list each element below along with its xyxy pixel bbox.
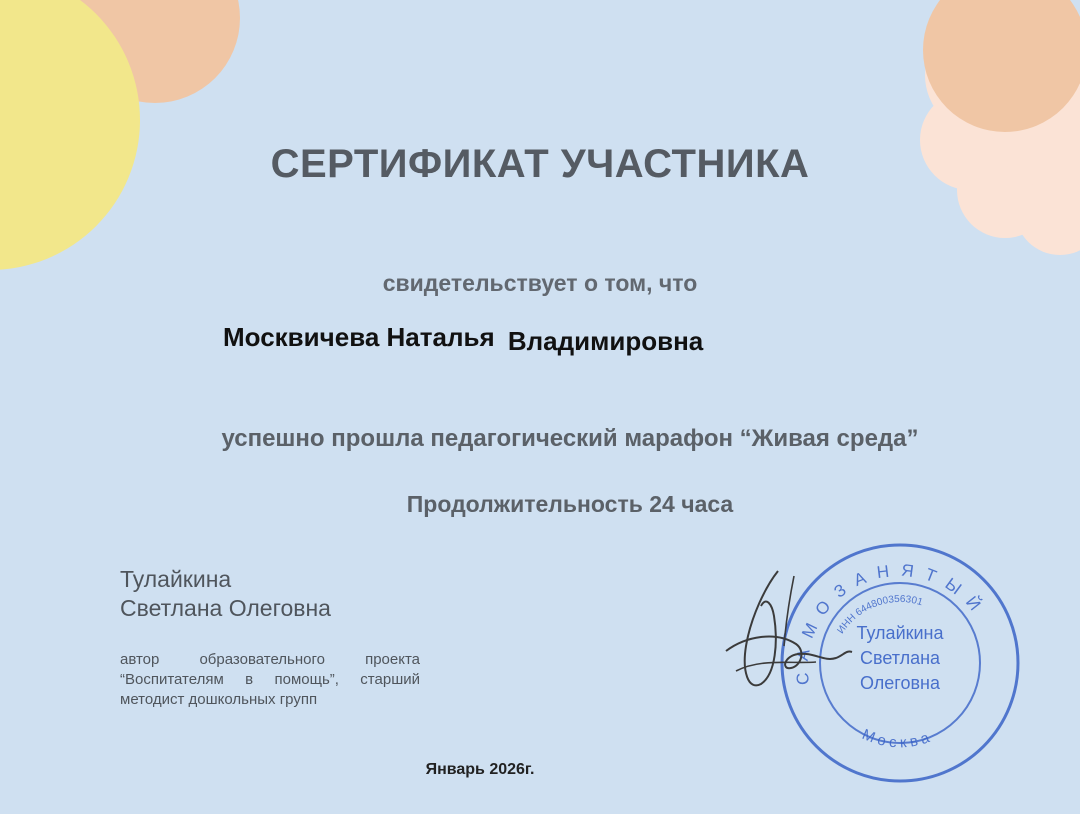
recipient-patronymic: Владимировна [507, 326, 704, 356]
witness-text: свидетельствует о том, что [382, 270, 698, 296]
signer-role: автор образовательного проекта “Воспитателям в помощь”, старший методист дошкольных групп [120, 651, 420, 708]
stamp-line2: Светлана [859, 648, 941, 668]
certificate-title: СЕРТИФИКАТ УЧАСТНИКА [270, 142, 810, 186]
stamp-line1: Тулайкина [856, 623, 944, 643]
signer-name [120, 565, 331, 623]
signer-surname: Тулайкина [120, 566, 232, 592]
recipient-name-part1: Москвичева Наталья [223, 322, 495, 352]
duration-text: Продолжительность 24 часа [406, 491, 734, 517]
stamp-inn: ИНН 644800356301 [835, 593, 924, 636]
stamp-line3: Олеговна [859, 673, 941, 693]
signer-first-names: Светлана Олеговна [120, 595, 331, 621]
stamp-city: Москва [859, 725, 936, 752]
issue-date: Январь 2026г. [425, 761, 535, 778]
achievement-text: успешно прошла педагогический марафон “Живая среда” [221, 425, 919, 452]
stamp-arc-text: САМОЗАНЯТЫЙ [792, 560, 992, 686]
recipient-name [223, 322, 704, 356]
handwritten-signature [706, 566, 856, 706]
